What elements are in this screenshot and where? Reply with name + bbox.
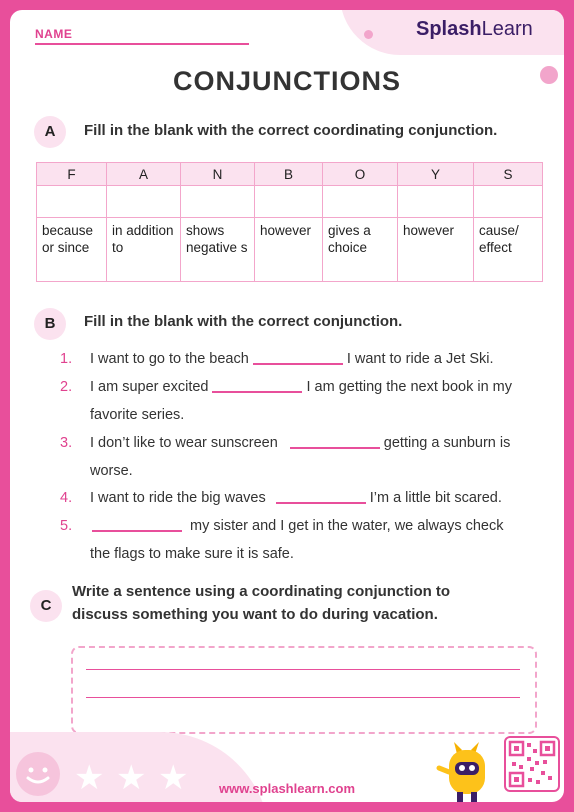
question-text: I am super excited [90, 379, 209, 395]
name-field[interactable] [35, 43, 249, 45]
star-icon: ★ [74, 759, 105, 797]
answer-line[interactable] [86, 697, 520, 698]
section-a-badge: A [34, 116, 66, 148]
answer-blank[interactable] [92, 530, 182, 532]
qr-code-icon[interactable] [504, 736, 560, 792]
question-text: I want to go to the beach [90, 351, 249, 367]
meaning-cell: shows negative s [181, 218, 255, 282]
fanboys-table [36, 162, 543, 282]
fanboys-letter-f: F [37, 163, 107, 186]
section-a-instruction: Fill in the blank with the correct coordinating conjunction. [84, 122, 498, 139]
question-text: I’m a little bit scared. [369, 490, 502, 506]
fanboys-meaning-row [37, 218, 543, 282]
meaning-cell: cause/ effect [474, 218, 543, 282]
decorative-dot [364, 30, 373, 39]
answer-cell-n[interactable] [181, 186, 255, 218]
star-icon: ★ [116, 759, 147, 797]
meaning-cell: however [398, 218, 474, 282]
section-b-badge: B [34, 308, 66, 340]
mascot-character-icon [435, 740, 497, 802]
question-2-continuation: favorite series. [90, 407, 185, 423]
section-c-instruction-line: Write a sentence using a coordinating conjunction to [72, 583, 451, 600]
page-title: CONJUNCTIONS [172, 66, 401, 96]
meaning-cell: gives a choice [323, 218, 398, 282]
answer-cell-y[interactable] [398, 186, 474, 218]
question-number: 1. [60, 351, 73, 367]
answer-cell-o[interactable] [323, 186, 398, 218]
question-text: my sister and I get in the water, we always check [190, 518, 504, 534]
fanboys-letter-y: Y [398, 163, 474, 186]
section-c-instruction-line: discuss something you want to do during vacation. [72, 606, 438, 623]
answer-blank[interactable] [212, 391, 302, 393]
meaning-cell: in addition to [107, 218, 181, 282]
question-1 [60, 351, 494, 367]
question-5 [60, 518, 504, 534]
question-number: 5. [60, 518, 73, 534]
logo-text-learn: Learn [481, 18, 533, 40]
footer-url[interactable]: www.splashlearn.com [218, 781, 356, 796]
fanboys-letter-s: S [474, 163, 543, 186]
meaning-cell: because or since [37, 218, 107, 282]
fanboys-letter-n: N [181, 163, 255, 186]
question-3 [60, 435, 510, 451]
question-4 [60, 490, 502, 506]
question-text: I want to ride the big waves [90, 490, 266, 506]
fanboys-letter-a: A [107, 163, 181, 186]
answer-cell-b[interactable] [255, 186, 323, 218]
question-number: 4. [60, 490, 73, 506]
section-c-instruction [72, 580, 450, 626]
question-text: I am getting the next book in my [306, 379, 513, 395]
answer-cell-f[interactable] [37, 186, 107, 218]
worksheet [10, 10, 564, 802]
question-text: I don’t like to wear sunscreen [90, 435, 278, 451]
fanboys-header-row [37, 163, 543, 186]
question-5-continuation: the flags to make sure it is safe. [90, 546, 294, 562]
name-label: NAME [35, 27, 73, 41]
logo-text-splash: Splash [416, 18, 482, 40]
section-c-badge: C [30, 590, 62, 622]
answer-blank[interactable] [290, 447, 380, 449]
answer-blank[interactable] [276, 502, 366, 504]
fanboys-letter-b: B [255, 163, 323, 186]
meaning-cell: however [255, 218, 323, 282]
question-text: I want to ride a Jet Ski. [346, 351, 494, 367]
splashlearn-logo [416, 18, 533, 41]
answer-blank[interactable] [253, 363, 343, 365]
answer-cell-a[interactable] [107, 186, 181, 218]
question-2 [60, 379, 512, 395]
question-text: getting a sunburn is [383, 435, 511, 451]
question-number: 2. [60, 379, 73, 395]
fanboys-answer-row [37, 186, 543, 218]
answer-line[interactable] [86, 669, 520, 670]
fanboys-letter-o: O [323, 163, 398, 186]
sentence-answer-box[interactable] [71, 646, 537, 734]
section-b-instruction: Fill in the blank with the correct conjunction. [84, 313, 403, 330]
question-number: 3. [60, 435, 73, 451]
question-3-continuation: worse. [90, 463, 133, 479]
star-icon: ★ [158, 759, 189, 797]
answer-cell-s[interactable] [474, 186, 543, 218]
